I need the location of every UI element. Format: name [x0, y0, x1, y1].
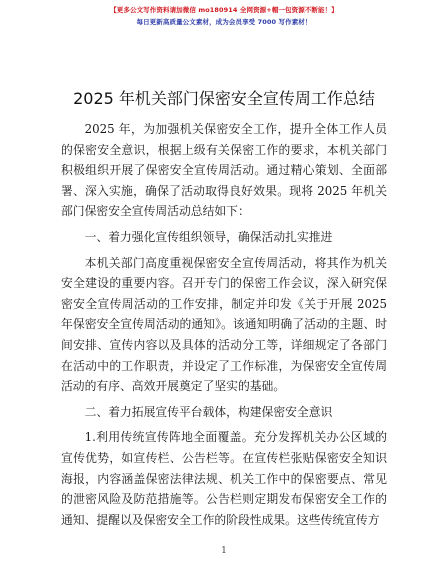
page-number: 1: [221, 546, 227, 556]
document-title: 2025 年机关部门保密安全宣传周工作总结: [73, 89, 375, 108]
section-1-paragraph: 本机关部门高度重视保密安全宣传周活动，将其作为机关安全建设的重要内容。召开专门的保密工作会议，深入研究保密安全宣传周活动的工作安排，制定并印发《关于开展 2025 年保密安全宣传周活动的通知》。该通知明确了活动的主题、时间安排、宣传内容以及具体的活动分工等，详细规定了各部门在活动中的工作职责，并设定了工作标准，为保密安全宣传周活动的有序、高效开展奠定了坚实的基础。: [61, 255, 387, 394]
section-2-heading: 二、着力拓展宣传平台载体，构建保密安全意识: [84, 404, 333, 419]
promo-banner-line-1: 【更多公文写作资料请加微信 mo180914 全网资源+帽一包资源不断能！】: [110, 6, 338, 14]
section-2-item-1-paragraph: 1.利用传统宣传阵地全面覆盖。充分发挥机关办公区域的宣传优势，如宣传栏、公告栏等。在宣传栏张贴保密安全知识海报，内容涵盖保密法律法规、机关工作中的保密要点、常见的泄密风险及防范措施等。公告栏则定期发布保密安全工作的通知、提醒以及保密安全工作的阶段性成果。这些传统宣传方: [61, 430, 387, 527]
promo-banner: [0, 4, 448, 28]
intro-paragraph: 2025 年，为加强机关保密安全工作，提升全体工作人员的保密安全意识，根据上级有关保密工作的要求，本机关部门积极组织开展了保密安全宣传周活动。通过精心策划、全面部署、深入实施，确保了活动取得良好效果。现将 2025 年机关部门保密安全宣传周活动总结如下：: [61, 122, 387, 219]
promo-banner-line-2: 每日更新高质量公文素材，成为会员享受 7000 写作素材！: [136, 18, 312, 26]
document-body: [61, 119, 387, 530]
section-1-heading: 一、着力强化宣传组织领导，确保活动扎实推进: [84, 229, 333, 244]
